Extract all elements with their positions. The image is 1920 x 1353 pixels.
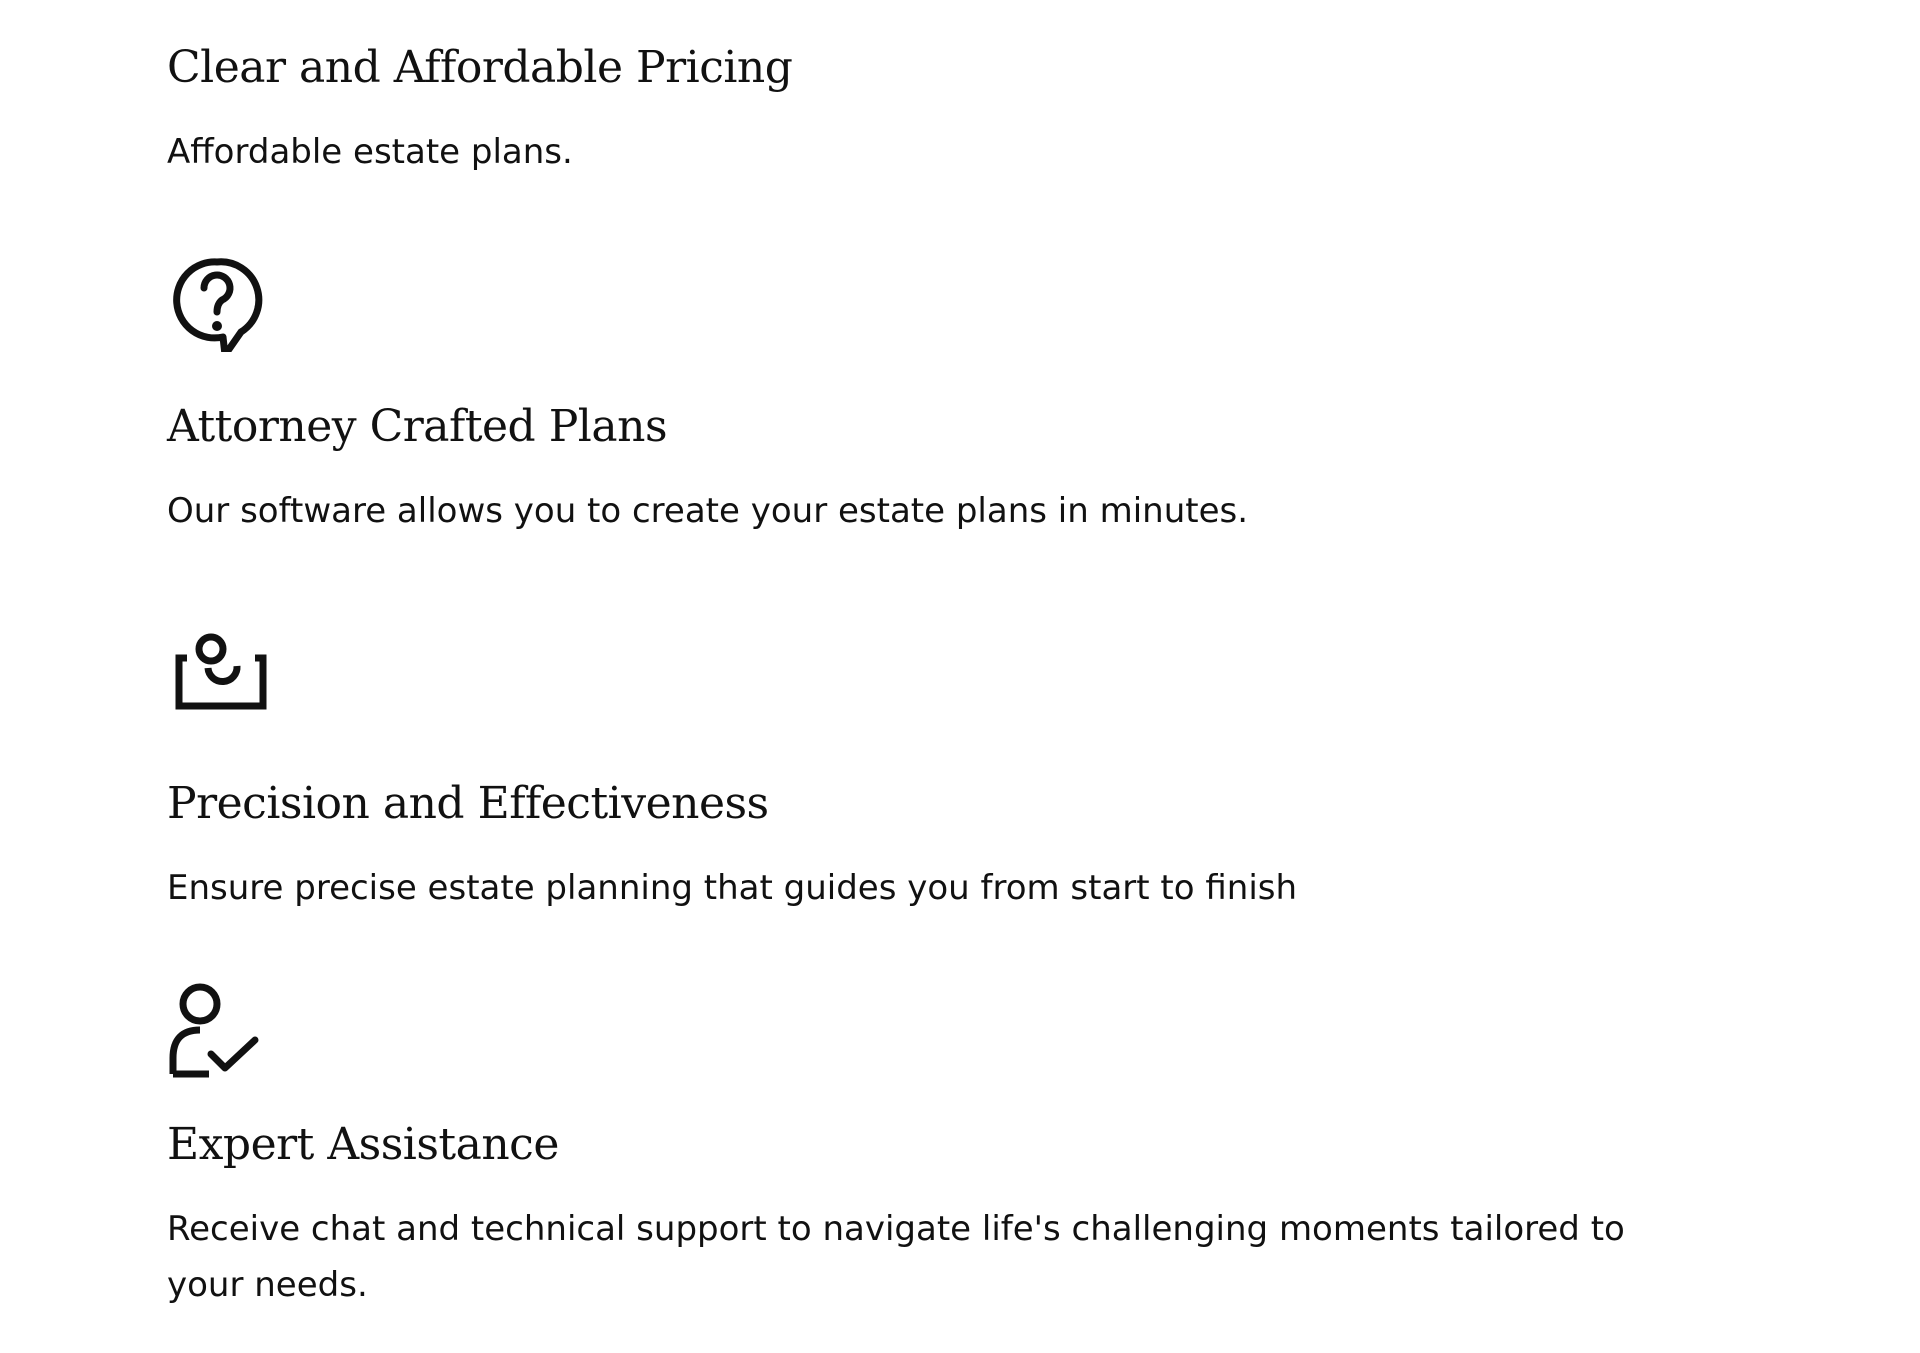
feature-description: Our software allows you to create your estate plans in minutes. xyxy=(167,491,1249,531)
person-check-icon xyxy=(167,978,267,1078)
feature-title: Precision and Effectiveness xyxy=(167,778,769,829)
feature-expert-assistance xyxy=(167,1119,1767,1313)
feature-attorney-crafted xyxy=(167,401,1767,539)
feature-title: Attorney Crafted Plans xyxy=(167,401,668,452)
tray-coins-icon xyxy=(167,630,267,730)
question-chat-icon xyxy=(167,252,267,352)
feature-precision xyxy=(167,778,1767,916)
feature-title: Clear and Affordable Pricing xyxy=(167,42,793,93)
feature-description: Affordable estate plans. xyxy=(167,132,573,172)
feature-title: Expert Assistance xyxy=(167,1119,559,1170)
feature-description: Receive chat and technical support to navigate life's challenging moments tailored to your needs. xyxy=(167,1209,1625,1305)
feature-clear-pricing xyxy=(167,42,1767,180)
feature-description: Ensure precise estate planning that guides you from start to finish xyxy=(167,868,1298,908)
